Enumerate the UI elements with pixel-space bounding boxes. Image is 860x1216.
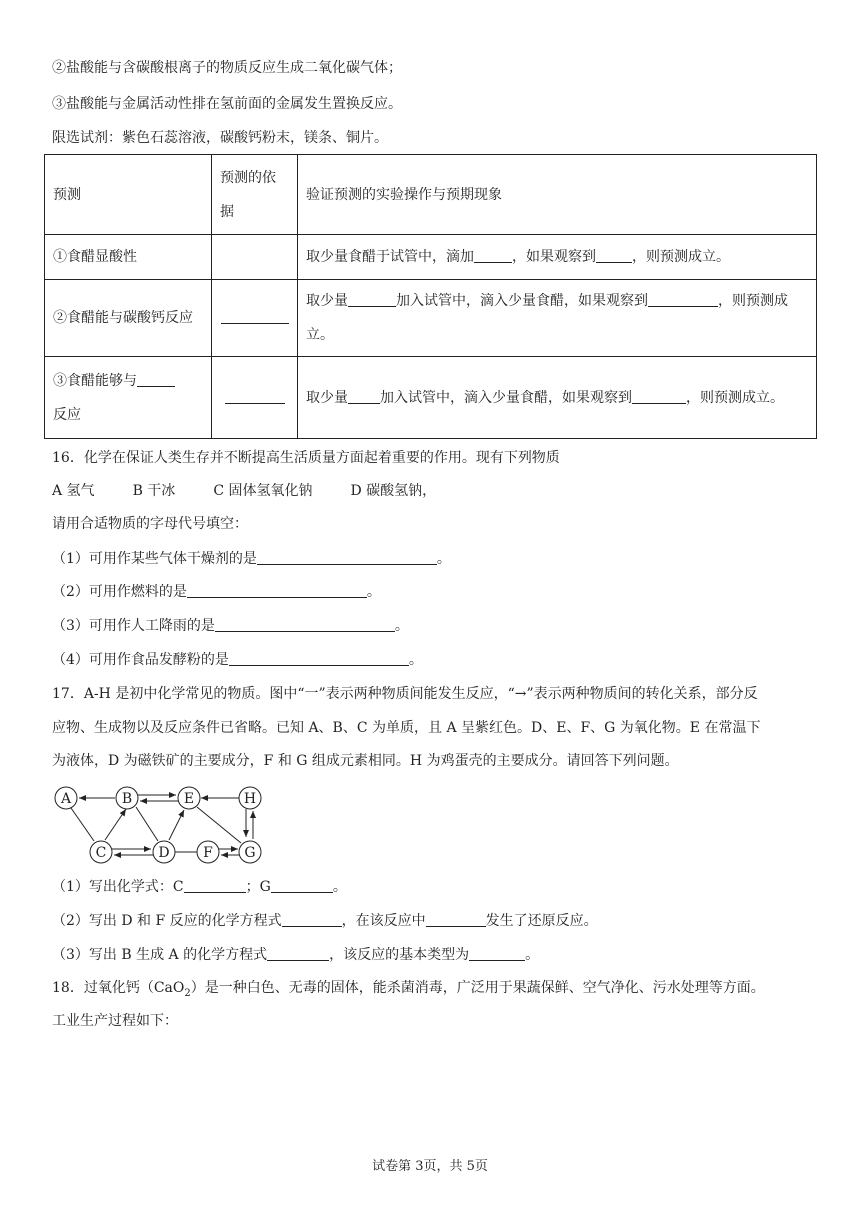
node-d-label: D xyxy=(158,845,170,861)
relationship-diagram xyxy=(50,776,270,868)
basis-cell xyxy=(212,235,298,280)
q16-options xyxy=(52,481,436,501)
procedure-text: 取少量食醋于试管中，滴加 xyxy=(306,249,474,265)
answer-blank[interactable] xyxy=(229,649,409,666)
reagents-line: 限选试剂：紫色石蕊溶液，碳酸钙粉末，镁条、铜片。 xyxy=(52,130,388,146)
q17-sub2: （2）写出 D 和 F 反应的化学方程式 ，在该反应中 发生了还原反应。 xyxy=(52,910,598,931)
procedure-text: 加入试管中，滴入少量食醋，如果观察到 xyxy=(396,293,648,309)
procedure-text: 取少量 xyxy=(306,293,348,309)
procedure-text: 加入试管中，滴入少量食醋，如果观察到 xyxy=(380,389,632,406)
page-footer: 试卷第 3页，共 5页 xyxy=(372,1159,488,1174)
table-header-cell: 验证预测的实验操作与预期现象 xyxy=(298,155,817,235)
table-header-row xyxy=(45,155,817,235)
node-b-label: B xyxy=(121,791,133,807)
q16-item: （2）可用作燃料的是 。 xyxy=(52,581,381,602)
prediction-table xyxy=(44,154,817,439)
procedure-text: ，则预测成立。 xyxy=(306,293,788,343)
answer-blank[interactable] xyxy=(257,548,437,565)
arrow-d-to-e xyxy=(169,810,184,840)
answer-blank[interactable] xyxy=(137,370,175,387)
prediction-text: 反应 xyxy=(53,406,81,423)
answer-blank[interactable] xyxy=(632,387,686,404)
q16-option: A 氢气 xyxy=(52,483,95,499)
answer-blank[interactable] xyxy=(271,876,333,893)
answer-blank[interactable] xyxy=(469,944,525,961)
q18-stem: 18．过氧化钙（CaO$_2$）是一种白色、无毒的固体，能杀菌消毒，广泛用于果蔬保鲜、空气净化、污水处理等方面。 xyxy=(52,980,765,999)
procedure-text: ，则预测成立。 xyxy=(632,249,730,265)
prediction-cell xyxy=(45,357,212,439)
link-c-a xyxy=(71,808,94,841)
node-a-label: A xyxy=(60,791,72,807)
subscript-2: 2 xyxy=(184,987,191,999)
procedure-text: ，如果观察到 xyxy=(512,249,596,265)
answer-blank[interactable] xyxy=(184,876,246,893)
answer-blank[interactable] xyxy=(348,290,396,307)
node-e-label: E xyxy=(183,791,195,807)
q16-option: B 干冰 xyxy=(132,483,176,499)
table-row xyxy=(45,235,817,280)
q17-sub3: （3）写出 B 生成 A 的化学方程式 ，该反应的基本类型为 。 xyxy=(52,944,539,965)
prediction-cell: ②食醋能与碳酸钙反应 xyxy=(45,280,212,357)
link-e-g xyxy=(197,807,241,843)
procedure-cell xyxy=(298,280,817,357)
q17-stem-line: 应物、生成物以及反应条件已省略。已知 A、B、C 为单质，且 A 呈紫红色。D、E、F、G 为氧化物。E 在常温下 xyxy=(52,720,761,736)
node-f-label: F xyxy=(203,845,213,861)
procedure-text: ，则预测成立。 xyxy=(686,389,784,406)
q18-stem-line2: 工业生产过程如下： xyxy=(52,1013,178,1029)
procedure-text: 取少量 xyxy=(306,389,348,406)
link-b-d xyxy=(136,807,158,841)
prediction-text: ③食醋能够与 xyxy=(53,372,137,389)
q16-option: C 固体氢氧化钠 xyxy=(213,483,313,499)
procedure-cell xyxy=(298,357,817,439)
q16-instruction: 请用合适物质的字母代号填空： xyxy=(52,516,248,532)
answer-blank[interactable] xyxy=(221,307,289,324)
procedure-cell xyxy=(298,235,817,280)
node-h-label: H xyxy=(243,791,257,807)
answer-blank[interactable] xyxy=(648,290,718,307)
answer-blank[interactable] xyxy=(596,246,632,263)
q17-stem-line: 为液体，D 为磁铁矿的主要成分，F 和 G 组成元素相同。H 为鸡蛋壳的主要成分。请回答下列问题。 xyxy=(52,753,679,769)
answer-blank[interactable] xyxy=(225,387,285,404)
answer-blank[interactable] xyxy=(282,910,342,927)
arrow-c-to-b xyxy=(105,809,126,840)
q16-item: （1）可用作某些气体干燥剂的是 。 xyxy=(52,548,451,569)
table-row xyxy=(45,357,817,439)
q17-sub1: （1）写出化学式：C ；G 。 xyxy=(52,876,347,897)
answer-blank[interactable] xyxy=(426,910,486,927)
q16-stem: 16．化学在保证人类生存并不断提高生活质量方面起着重要的作用。现有下列物质 xyxy=(52,450,560,466)
answer-blank[interactable] xyxy=(187,581,367,598)
basis-cell xyxy=(212,280,298,357)
node-c-label: C xyxy=(95,845,107,861)
q16-option: D 碳酸氢钠， xyxy=(350,483,437,499)
intro-item-3: ③盐酸能与金属活动性排在氢前面的金属发生置换反应。 xyxy=(52,96,402,112)
q16-item: （4）可用作食品发酵粉的是 。 xyxy=(52,649,423,670)
intro-item-2: ②盐酸能与含碳酸根离子的物质反应生成二氧化碳气体； xyxy=(52,60,402,76)
table-row xyxy=(45,280,817,357)
answer-blank[interactable] xyxy=(474,246,512,263)
q16-item: （3）可用作人工降雨的是 。 xyxy=(52,615,409,636)
table-header-cell: 预测 xyxy=(45,155,212,235)
q17-stem-line: 17．A-H 是初中化学常见的物质。图中“一”表示两种物质间能发生反应，“→”表示两种物质间的转化关系，部分反 xyxy=(52,686,758,702)
answer-blank[interactable] xyxy=(215,615,395,632)
node-g-label: G xyxy=(244,845,256,861)
answer-blank[interactable] xyxy=(348,387,380,404)
basis-cell xyxy=(212,357,298,439)
table-header-cell: 预测的依据 xyxy=(212,155,298,235)
prediction-cell: ①食醋显酸性 xyxy=(45,235,212,280)
answer-blank[interactable] xyxy=(267,944,329,961)
